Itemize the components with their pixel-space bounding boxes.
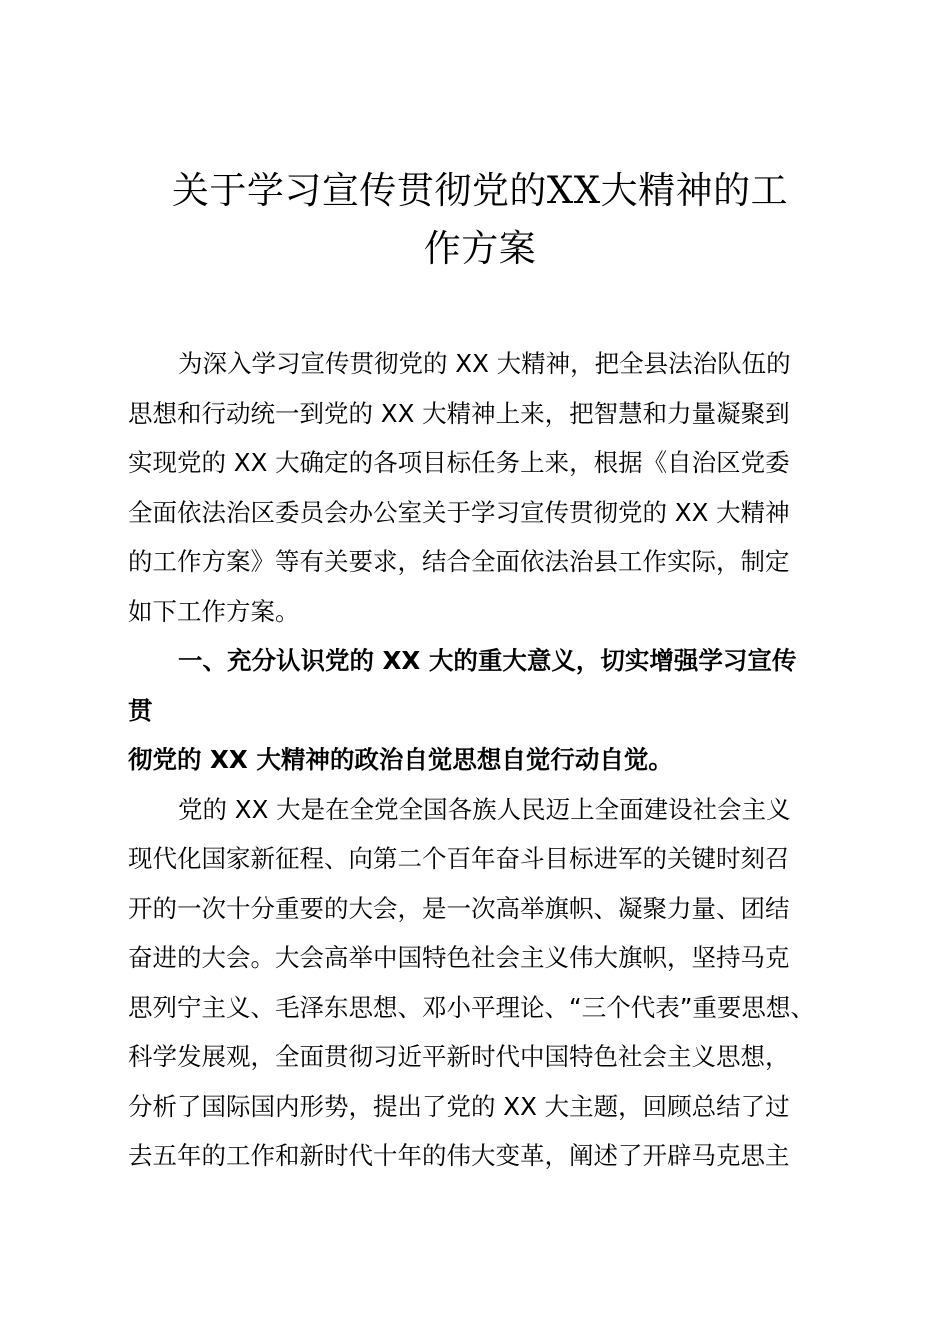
paragraph-2-line-7: 分析了国际国内形势，提出了党的 XX 大主题，回顾总结了过 (128, 1091, 790, 1121)
paragraph-2-line-8: 去五年的工作和新时代十年的伟大变革，阐述了开辟马克思主 (128, 1141, 790, 1170)
paragraph-1-line-6: 如下工作方案。 (128, 596, 300, 626)
paragraph-2-line-3: 开的一次十分重要的大会，是一次高举旗帜、凝聚力量、团结 (128, 893, 790, 923)
paragraph-1-line-2: 思想和行动统一到党的 XX 大精神上来，把智慧和力量凝聚到 (128, 398, 790, 428)
paragraph-2-line-4: 奋进的大会。大会高举中国特色社会主义伟大旗帜，坚持马克 (128, 943, 790, 972)
paragraph-2-line-6: 科学发展观，全面贯彻习近平新时代中国特色社会主义思想， (128, 1042, 790, 1071)
document-body (128, 339, 828, 1181)
paragraph-2-line-2: 现代化国家新征程、向第二个百年奋斗目标进军的关键时刻召 (128, 844, 790, 873)
paragraph-1-line-5: 的工作方案》等有关要求，结合全面依法治县工作实际，制定 (128, 547, 790, 576)
section-heading-line-2: 贯 (128, 695, 153, 725)
paragraph-2-line-5: 思列宁主义、毛泽东思想、邓小平理论、“三个代表”重要思想、 (128, 992, 815, 1022)
title-line-2: 作方案 (423, 227, 537, 270)
paragraph-1-line-3: 实现党的 XX 大确定的各项目标任务上来，根据《自治区党委 (128, 448, 790, 477)
section-heading-line-3: 彻党的 XX 大精神的政治自觉思想自觉行动自觉。 (128, 745, 673, 774)
section-heading-line-1: 一、充分认识党的 XX 大的重大意义，切实增强学习宣传 (178, 646, 797, 675)
paragraph-2-line-1: 党的 XX 大是在全党全国各族人民迈上全面建设社会主义 (178, 794, 791, 824)
title-line-1: 关于学习宣传贯彻党的XX大精神的工 (171, 169, 789, 212)
paragraph-1-line-1: 为深入学习宣传贯彻党的 XX 大精神，把全县法治队伍的 (178, 349, 791, 378)
paragraph-1-line-4: 全面依法治区委员会办公室关于学习宣传贯彻党的 XX 大精神 (128, 497, 790, 527)
document-title (130, 162, 830, 278)
